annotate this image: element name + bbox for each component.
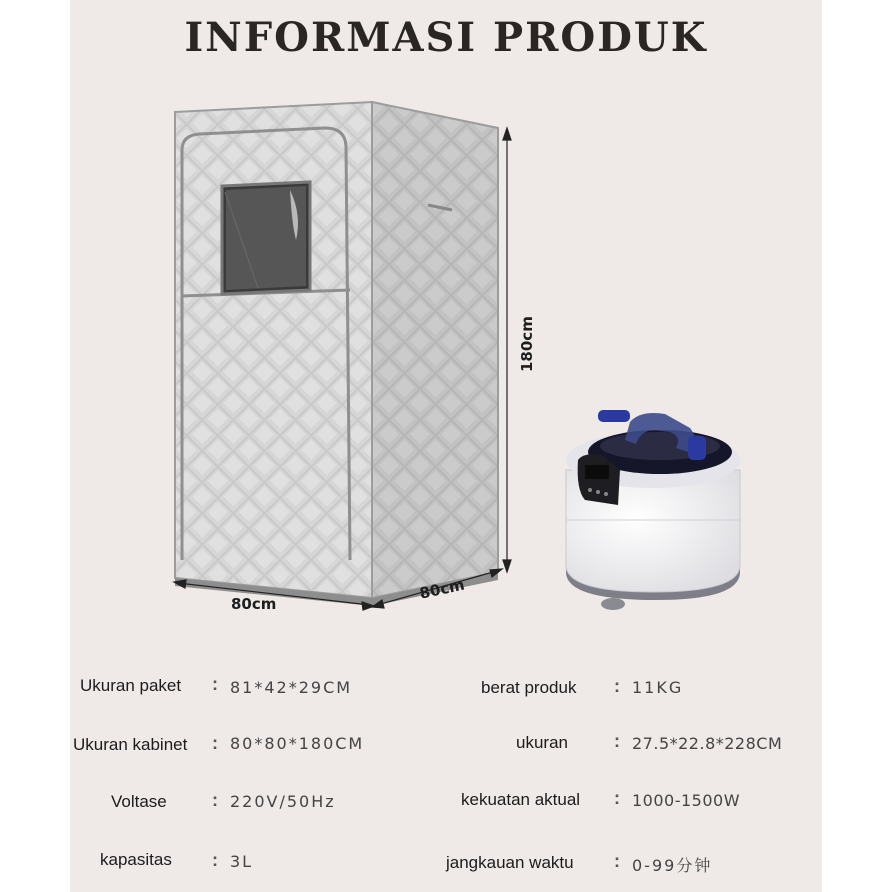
spec-colon: :	[614, 676, 620, 696]
spec-label: berat produk	[481, 678, 577, 697]
spec-colon: :	[212, 733, 218, 753]
spec-value: 27.5*22.8*228CM	[632, 734, 783, 753]
spec-label: kapasitas	[100, 850, 172, 869]
spec-value: 81*42*29CM	[230, 678, 353, 697]
spec-colon: :	[614, 788, 620, 808]
spec-colon: :	[614, 731, 620, 751]
spec-colon: :	[212, 674, 218, 694]
depth-dimension-label: 80cm	[418, 575, 467, 603]
spec-value: 0-99分钟	[632, 856, 713, 875]
spec-colon: :	[614, 851, 620, 871]
height-dimension-label: 180cm	[518, 316, 536, 372]
spec-label: kekuatan aktual	[461, 790, 581, 809]
page-title: INFORMASI PRODUK	[184, 14, 708, 61]
spec-value: 1000-1500W	[632, 791, 741, 810]
spec-label: ukuran	[516, 733, 568, 752]
spec-label: Ukuran kabinet	[73, 735, 188, 754]
width-dimension-label: 80cm	[231, 595, 277, 613]
steam-generator	[566, 410, 740, 610]
sauna-cabinet	[175, 102, 498, 606]
spec-value: 80*80*180CM	[230, 734, 365, 753]
spec-value: 3L	[230, 852, 254, 871]
spec-colon: :	[212, 790, 218, 810]
spec-label: Ukuran paket	[80, 676, 182, 695]
spec-value: 11KG	[632, 678, 684, 697]
spec-label: jangkauan waktu	[446, 853, 574, 872]
spec-value: 220V/50Hz	[230, 792, 336, 811]
spec-colon: :	[212, 850, 218, 870]
spec-label: Voltase	[111, 792, 167, 811]
